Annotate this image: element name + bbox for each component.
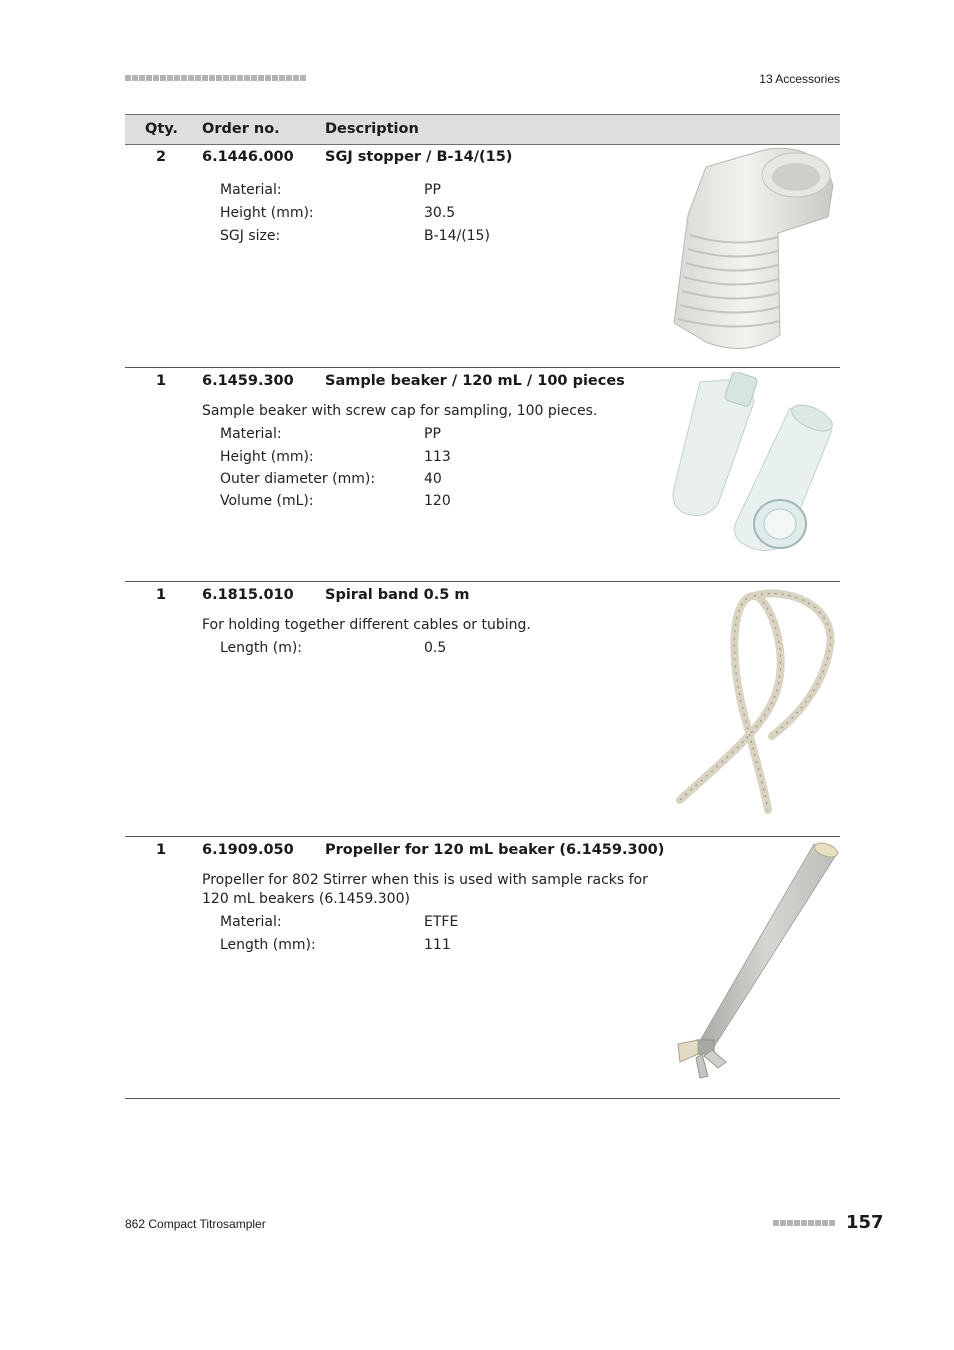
property-value: 111 [424, 937, 451, 953]
property-label: Material: [220, 182, 282, 198]
column-qty: Qty. [145, 121, 178, 137]
sample-beaker-image [668, 372, 840, 572]
sgj-stopper-image [668, 145, 840, 355]
header-decoration [125, 75, 306, 81]
item-order-no: 6.1815.010 [202, 587, 294, 603]
item-title: Sample beaker / 120 mL / 100 pieces [325, 373, 625, 389]
item-qty: 2 [155, 149, 167, 165]
product-name: 862 Compact Titrosampler [125, 1217, 266, 1231]
item-description: For holding together different cables or tubing. [202, 617, 531, 633]
item-qty: 1 [155, 587, 167, 603]
column-order-no: Order no. [202, 121, 280, 137]
property-label: Height (mm): [220, 205, 314, 221]
page-number: 157 [846, 1212, 884, 1233]
property-label: Length (m): [220, 640, 303, 656]
table-header [125, 114, 840, 145]
property-value: 30.5 [424, 205, 456, 221]
property-value: B-14/(15) [424, 228, 490, 244]
property-label: Material: [220, 914, 282, 930]
column-description: Description [325, 121, 419, 137]
spiral-band-image [668, 586, 840, 816]
item-description: Propeller for 802 Stirrer when this is used with sample racks for 120 mL beakers (6.1459.300) [202, 872, 648, 907]
table-bottom-rule [125, 1098, 840, 1099]
item-order-no: 6.1909.050 [202, 842, 294, 858]
item-order-no: 6.1446.000 [202, 149, 294, 165]
property-value: 40 [424, 471, 442, 487]
item-title: Propeller for 120 mL beaker (6.1459.300) [325, 842, 665, 858]
property-value: PP [424, 182, 441, 198]
property-value: 113 [424, 449, 451, 465]
item-title: SGJ stopper / B-14/(15) [325, 149, 513, 165]
property-value: 120 [424, 493, 451, 509]
property-value: 0.5 [424, 640, 447, 656]
chapter-title: 13 Accessories [759, 72, 840, 86]
row-divider [125, 581, 840, 582]
footer-decoration [773, 1220, 835, 1226]
row-divider [125, 367, 840, 368]
item-title: Spiral band 0.5 m [325, 587, 470, 603]
property-value: PP [424, 426, 441, 442]
propeller-image [668, 840, 840, 1085]
item-order-no: 6.1459.300 [202, 373, 294, 389]
item-qty: 1 [155, 842, 167, 858]
property-value: ETFE [424, 914, 459, 930]
property-label: Length (mm): [220, 937, 316, 953]
property-label: Outer diameter (mm): [220, 471, 376, 487]
item-qty: 1 [155, 373, 167, 389]
property-label: Material: [220, 426, 282, 442]
item-description: Sample beaker with screw cap for sampling, 100 pieces. [202, 403, 598, 419]
property-label: SGJ size: [220, 228, 281, 244]
property-label: Height (mm): [220, 449, 314, 465]
row-divider [125, 836, 840, 837]
property-label: Volume (mL): [220, 493, 314, 509]
